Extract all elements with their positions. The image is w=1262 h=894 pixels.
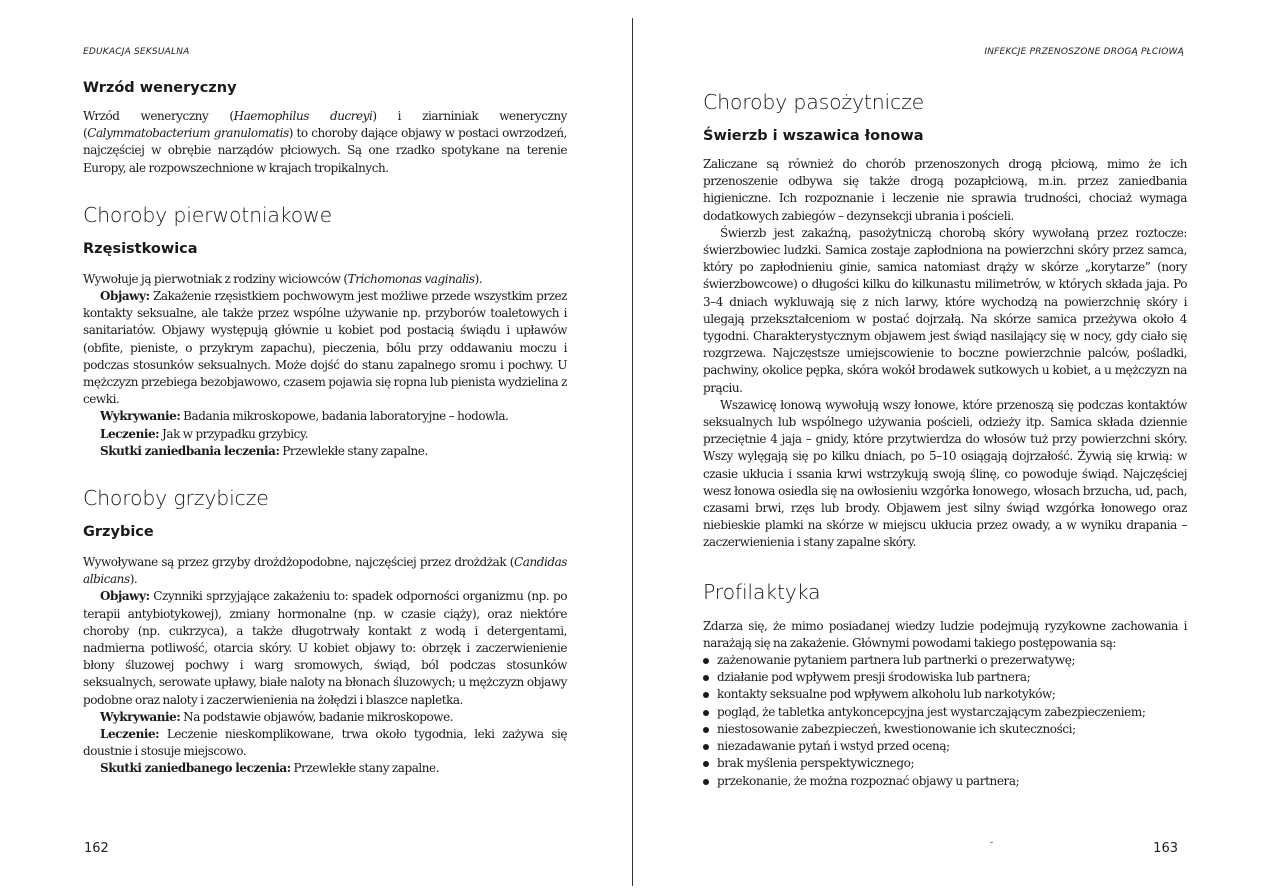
paragraph-grzybice-leczenie: Leczenie: Leczenie nieskomplikowane, trwa około tygodnia, leki zażywa się doustnie i stosuje miejscowo. [83, 727, 567, 759]
bullet-icon [703, 744, 709, 750]
running-head-left: EDUKACJA SEKSUALNA [83, 47, 190, 57]
list-item: niezadawanie pytań i wstyd przed oceną; [703, 738, 1187, 755]
list-item: kontakty seksualne pod wpływem alkoholu lub narkotyków; [703, 686, 1187, 703]
stray-print-mark: ˘ [989, 842, 994, 853]
paragraph-swierzb: Świerzb jest zakaźną, pasożytniczą chorobą skóry wywołaną przez roztocze: świerzbowiec ludzki. Samica zostaje zapłodniona na powierzchni skóry przez samca, który po zapłodnieniu ginie, samica natomiast drąży w skórze „korytarze” (nory świerzbowcowe) o długości kilku do kilkunastu milimetrów, w których składa jaja. Po 3–4 dniach wykluwają się z nich larwy, które wychodzą na powierzchnię skóry i ulegają przekształceniom w postać dojrzałą. Na skórze samica przeżywa około 4 tygodni. Charakterystycznym objawem jest świąd nasilający się w nocy, gdy ciało się rozgrzewa. Najczęstsze umiejscowienie to boczne powierzchnie palców, pośladki, pachwiny, okolice pępka, skóra wokół brodawek sutkowych u kobiet, a u mężczyzn na prąciu. [703, 225, 1187, 395]
paragraph-grzybice-skutki: Skutki zaniedbanego leczenia: Przewlekłe stany zapalne. [100, 761, 440, 776]
running-head-right: INFEKCJE PRZENOSZONE DROGĄ PŁCIOWĄ [984, 47, 1184, 57]
paragraph-grzybice-wykrywanie: Wykrywanie: Na podstawie objawów, badanie mikroskopowe. [100, 709, 454, 724]
bullet-icon [703, 710, 709, 716]
subheading-rzesistkowica: Rzęsistkowica [83, 240, 198, 257]
heading-wrzod: Wrzód weneryczny [83, 80, 237, 96]
bullet-icon [703, 692, 709, 698]
page-number-right: 163 [1153, 841, 1178, 856]
heading-pasozytnicze: Choroby pasożytnicze [703, 90, 925, 114]
list-item: brak myślenia perspektywicznego; [703, 755, 1187, 772]
paragraph-wrzod: Wrzód weneryczny (Haemophilus ducreyi) i ziarniniak weneryczny (Calymmatobacterium granulomatis) to choroby dające objawy w postaci owrzodzeń, najczęściej w obrębie narządów płciowych. Są one rzadko spotykane na terenie Europy, ale rozpowszechnione w krajach tropikalnych. [83, 109, 567, 175]
bullet-icon [703, 779, 709, 785]
paragraph-profilaktyka-intro: Zdarza się, że mimo posiadanej wiedzy ludzie podejmują ryzykowne zachowania i narażają się na zakażenie. Głównymi powodami takiego postępowania są: [703, 618, 1187, 650]
heading-profilaktyka: Profilaktyka [703, 579, 821, 604]
paragraph-rzesistkowica-objawy: Objawy: Zakażenie rzęsistkiem pochwowym jest możliwe przede wszystkim przez kontakty seksualne, ale także przez wspólne używanie np. przyborów toaletowych i sanitariatów. Objawy występują głównie u kobiet pod postacią świądu i upławów (obfite, pieniste, o przykrym zapachu), pieczenia, bólu przy oddawaniu moczu i podczas stosunków seksualnych. Może dojść do stanu zapalnego sromu i pochwy. U mężczyzn przebiega bezobjawowo, czasem pojawia się ropna lub pienista wydzielina z cewki. [83, 289, 567, 407]
page-number-left: 162 [84, 841, 109, 856]
left-column [83, 80, 567, 778]
list-item: niestosowanie zabezpieczeń, kwestionowanie ich skuteczności; [703, 721, 1187, 738]
list-item: przekonanie, że można rozpoznać objawy u partnera; [703, 773, 1187, 790]
bullet-icon [703, 675, 709, 681]
heading-pierwotniakowe: Choroby pierwotniakowe [83, 202, 333, 227]
subheading-grzybice: Grzybice [83, 524, 154, 541]
list-item: pogląd, że tabletka antykoncepcyjna jest wystarczającym zabezpieczeniem; [703, 704, 1187, 721]
bullet-icon [703, 727, 709, 733]
bullet-icon [703, 761, 709, 767]
paragraph-rzesistkowica-leczenie: Leczenie: Jak w przypadku grzybicy. [100, 426, 309, 441]
paragraph-rzesistkowica-wykrywanie: Wykrywanie: Badania mikroskopowe, badania laboratoryjne – hodowla. [100, 409, 509, 424]
profilaktyka-bullet-list [703, 652, 1187, 790]
heading-grzybicze: Choroby grzybicze [83, 486, 269, 511]
right-column [703, 90, 1187, 790]
paragraph-rzesistkowica-skutki: Skutki zaniedbania leczenia: Przewlekłe stany zapalne. [100, 443, 428, 458]
bullet-icon [703, 658, 709, 664]
paragraph-grzybice-objawy: Objawy: Czynniki sprzyjające zakażeniu to: spadek odporności organizmu (np. po terapii antybiotykowej), zmiany hormonalne (np. w czasie ciąży), oraz niektóre choroby (np. cukrzyca), a także długotrwały kontakt z wodą i detergentami, nadmierna potliwość, otarcia skóry. U kobiet objawy to: obrzęk i zaczerwienienie błony śluzowej pochwy i warg sromowych, świąd, ból podczas stosunków seksualnych, serowate upławy, białe naloty na błonach śluzowych; u mężczyzn objawy podobne oraz naloty i zaczerwienienia na żołędzi i blaszce napletka. [83, 589, 567, 707]
list-item: działanie pod wpływem presji środowiska lub partnera; [703, 669, 1187, 686]
paragraph-grzybice-intro: Wywoływane są przez grzyby drożdżopodobne, najczęściej przez drożdżak (Candidas albicans). [83, 555, 567, 587]
subheading-swierzb: Świerzb i wszawica łonowa [703, 128, 924, 144]
paragraph-pasozytnicze-intro: Zaliczane są również do chorób przenoszonych drogą płciową, mimo że ich przenoszenie odbywa się także drogą pozapłciową, m.in. przez zaniedbania higieniczne. Ich rozpoznanie i leczenie nie sprawia trudności, chociaż wymaga dodatkowych zabiegów – dezynsekcji ubrania i pościeli. [703, 157, 1187, 223]
paragraph-rzesistkowica-intro: Wywołuje ją pierwotniak z rodziny wiciowców (Trichomonas vaginalis). [83, 271, 483, 286]
right-page [631, 0, 1262, 894]
paragraph-wszawica: Wszawicę łonową wywołują wszy łonowe, które przenoszą się podczas kontaktów seksualnych lub wspólnego używania pościeli, odzieży itp. Samica składa dziennie przeciętnie 4 jaja – gnidy, które przytwierdza do włosów tuż przy powierzchni skóry. Wszy wylęgają się po kilku dniach, po 5–10 osiągają dojrzałość. Żywią się krwią: w czasie ukłucia i ssania krwi wstrzykują swoją ślinę, co powoduje świąd. Najczęściej wesz łonowa osiedla się na owłosieniu wzgórka łonowego, włosach brzucha, ud, pach, czasami brwi, rzęs lub brody. Objawem jest silny świąd wzgórka łonowego oraz niebieskie plamki na skórze w miejscu ukłucia przez owady, a w wyniku drapania – zaczerwienienia i stany zapalne skóry. [703, 397, 1187, 550]
list-item: zażenowanie pytaniem partnera lub partnerki o prezerwatywę; [703, 652, 1187, 669]
